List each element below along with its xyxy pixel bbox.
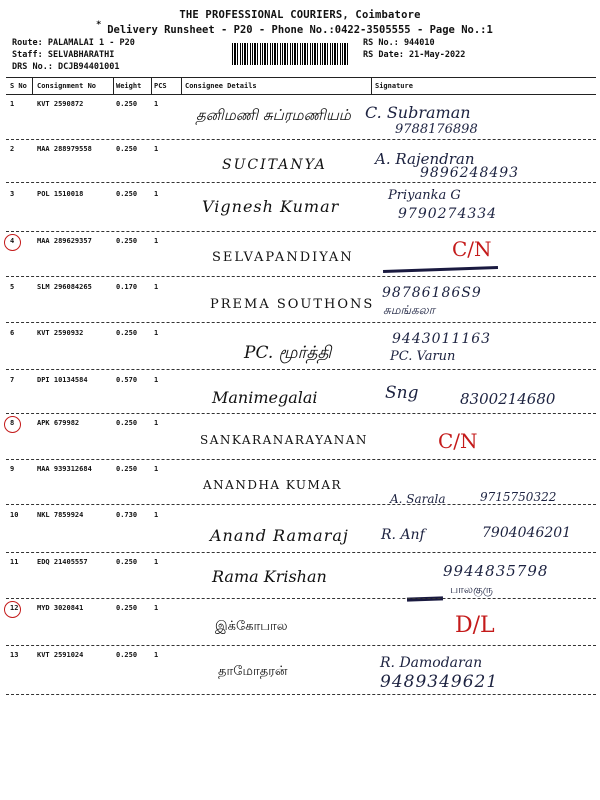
consignee-handwriting: தாமோதரன் — [218, 664, 288, 679]
signature-handwriting: 98786186S9 — [382, 285, 482, 301]
row-pcs: 1 — [154, 558, 159, 566]
row-divider — [6, 694, 596, 695]
table-row — [0, 651, 600, 661]
row-sno: 12 — [10, 604, 19, 612]
row-weight: 0.250 — [116, 465, 138, 473]
row-consignment: KVT 2590872 — [37, 100, 84, 108]
row-weight: 0.250 — [116, 419, 138, 427]
row-divider — [6, 231, 596, 232]
row-pcs: 1 — [154, 329, 159, 337]
row-divider — [6, 504, 596, 505]
row-consignment: KVT 2591024 — [37, 651, 84, 659]
row-sno: 7 — [10, 376, 15, 384]
table-row — [0, 237, 600, 247]
consignee-handwriting: ANANDHA KUMAR — [203, 478, 343, 492]
col-header-consignment: Consignment No — [37, 82, 97, 90]
row-pcs: 1 — [154, 465, 159, 473]
row-divider — [6, 552, 596, 553]
row-pcs: 1 — [154, 100, 159, 108]
row-divider — [6, 182, 596, 183]
crossed-out-scribble — [383, 266, 498, 273]
row-pcs: 1 — [154, 145, 159, 153]
row-sno: 10 — [10, 511, 19, 519]
row-weight: 0.250 — [116, 604, 138, 612]
signature-phone: 9790274334 — [398, 206, 498, 222]
consignee-handwriting: Anand Ramaraj — [210, 526, 349, 545]
row-divider — [6, 413, 596, 414]
table-row — [0, 145, 600, 155]
table-row — [0, 604, 600, 614]
signature-handwriting: Sng — [385, 383, 419, 403]
table-row — [0, 329, 600, 339]
row-consignment: SLM 296084265 — [37, 283, 92, 291]
row-weight: 0.250 — [116, 651, 138, 659]
row-consignment: MYD 3020841 — [37, 604, 84, 612]
consignee-handwriting: PREMA SOUTHONS — [210, 297, 375, 312]
status-cn-mark: C/N — [438, 429, 478, 453]
signature-handwriting: A. Sarala — [390, 492, 446, 506]
signature-phone: 9715750322 — [480, 490, 557, 504]
signature-phone: சுமங்கலா — [383, 303, 435, 317]
row-consignment: APK 679982 — [37, 419, 80, 427]
consignee-handwriting: SUCITANYA — [222, 157, 327, 173]
col-divider — [113, 77, 114, 94]
row-consignment: EDQ 21405557 — [37, 558, 88, 566]
row-pcs: 1 — [154, 283, 159, 291]
row-weight: 0.570 — [116, 376, 138, 384]
row-weight: 0.250 — [116, 100, 138, 108]
signature-handwriting: பாலகுரு — [450, 583, 493, 596]
row-sno: 5 — [10, 283, 15, 291]
row-weight: 0.250 — [116, 190, 138, 198]
consignee-handwriting: Vignesh Kumar — [202, 197, 340, 216]
signature-phone: 9489349621 — [380, 672, 499, 692]
status-cn-mark: C/N — [452, 237, 492, 261]
row-divider — [6, 645, 596, 646]
col-header-consignee: Consignee Details — [185, 82, 257, 90]
row-divider — [6, 598, 596, 599]
row-pcs: 1 — [154, 376, 159, 384]
signature-phone: 9896248493 — [420, 165, 520, 181]
row-sno: 8 — [10, 419, 15, 427]
row-weight: 0.730 — [116, 511, 138, 519]
company-title: THE PROFESSIONAL COURIERS, Coimbatore — [179, 9, 421, 21]
row-sno: 13 — [10, 651, 19, 659]
col-header-signature: Signature — [375, 82, 413, 90]
meta-right-block — [363, 37, 465, 61]
runsheet-title-text: Delivery Runsheet - P20 - Phone No.:0422-3505555 - Page No.:1 — [107, 24, 493, 36]
row-pcs: 1 — [154, 511, 159, 519]
col-divider — [32, 77, 33, 94]
signature-phone: 7904046201 — [482, 525, 572, 541]
barcode-image — [232, 43, 350, 65]
meta-left-block — [12, 37, 135, 73]
row-sno: 6 — [10, 329, 15, 337]
signature-phone: 9443011163 — [392, 331, 492, 347]
runsheet-title — [0, 20, 600, 36]
signature-handwriting: PC. Varun — [390, 349, 456, 364]
row-pcs: 1 — [154, 419, 159, 427]
col-header-pcs: PCS — [154, 82, 167, 90]
status-dl-mark: D/L — [455, 613, 495, 638]
consignee-handwriting: இக்கோபால — [215, 619, 288, 634]
row-divider — [6, 139, 596, 140]
table-row — [0, 465, 600, 475]
row-weight: 0.170 — [116, 283, 138, 291]
header-bottom-border — [6, 94, 596, 95]
row-pcs: 1 — [154, 190, 159, 198]
signature-phone: 9788176898 — [395, 122, 478, 137]
signature-handwriting: Priyanka G — [388, 188, 461, 203]
row-sno: 1 — [10, 100, 15, 108]
col-divider — [181, 77, 182, 94]
row-pcs: 1 — [154, 237, 159, 245]
staff-label: Staff: SELVABHARATHI — [12, 50, 115, 60]
row-consignment: POL 1510018 — [37, 190, 84, 198]
row-divider — [6, 322, 596, 323]
row-sno: 11 — [10, 558, 19, 566]
row-sno: 3 — [10, 190, 15, 198]
rs-date-label: RS Date: 21-May-2022 — [363, 50, 466, 60]
table-top-border — [6, 77, 596, 78]
signature-phone: 8300214680 — [460, 390, 556, 408]
row-sno: 9 — [10, 465, 15, 473]
row-divider — [6, 369, 596, 370]
row-weight: 0.250 — [116, 145, 138, 153]
row-consignment: MAA 289629357 — [37, 237, 92, 245]
signature-phone: 9944835798 — [443, 562, 549, 580]
table-row — [0, 283, 600, 293]
row-pcs: 1 — [154, 604, 159, 612]
consignee-handwriting: Rama Krishan — [212, 567, 327, 586]
row-weight: 0.250 — [116, 329, 138, 337]
route-label: Route: PALAMALAI 1 - P20 — [12, 38, 135, 48]
row-weight: 0.250 — [116, 558, 138, 566]
row-sno: 2 — [10, 145, 15, 153]
row-pcs: 1 — [154, 651, 159, 659]
row-consignment: MAA 288979558 — [37, 145, 92, 153]
row-consignment: MAA 939312684 — [37, 465, 92, 473]
col-divider — [371, 77, 372, 94]
row-consignment: NKL 7859924 — [37, 511, 84, 519]
consignee-handwriting: Manimegalai — [212, 388, 318, 407]
star-mark: * — [96, 20, 102, 30]
col-divider — [151, 77, 152, 94]
table-row — [0, 376, 600, 386]
table-row — [0, 419, 600, 429]
row-divider — [6, 276, 596, 277]
rs-no-label: RS No.: 944010 — [363, 38, 435, 48]
signature-handwriting: R. Anf — [381, 527, 425, 543]
drs-label: DRS No.: DCJB94401001 — [12, 62, 120, 72]
consignee-handwriting: தனிமணி சுப்ரமணியம் — [196, 106, 351, 124]
col-header-weight: Weight — [116, 82, 142, 90]
table-row — [0, 511, 600, 521]
consignee-handwriting: PC. மூர்த்தி — [244, 343, 332, 363]
consignee-handwriting: SELVAPANDIYAN — [212, 250, 354, 265]
row-consignment: DPI 10134584 — [37, 376, 88, 384]
row-divider — [6, 459, 596, 460]
row-weight: 0.250 — [116, 237, 138, 245]
col-header-sno: S No — [10, 82, 27, 90]
signature-handwriting: R. Damodaran — [380, 655, 483, 671]
signature-handwriting: A. Rajendran — [375, 150, 475, 168]
row-sno: 4 — [10, 237, 15, 245]
consignee-handwriting: SANKARANARAYANAN — [200, 433, 368, 447]
row-consignment: KVT 2590932 — [37, 329, 84, 337]
signature-handwriting: C. Subraman — [365, 103, 471, 122]
